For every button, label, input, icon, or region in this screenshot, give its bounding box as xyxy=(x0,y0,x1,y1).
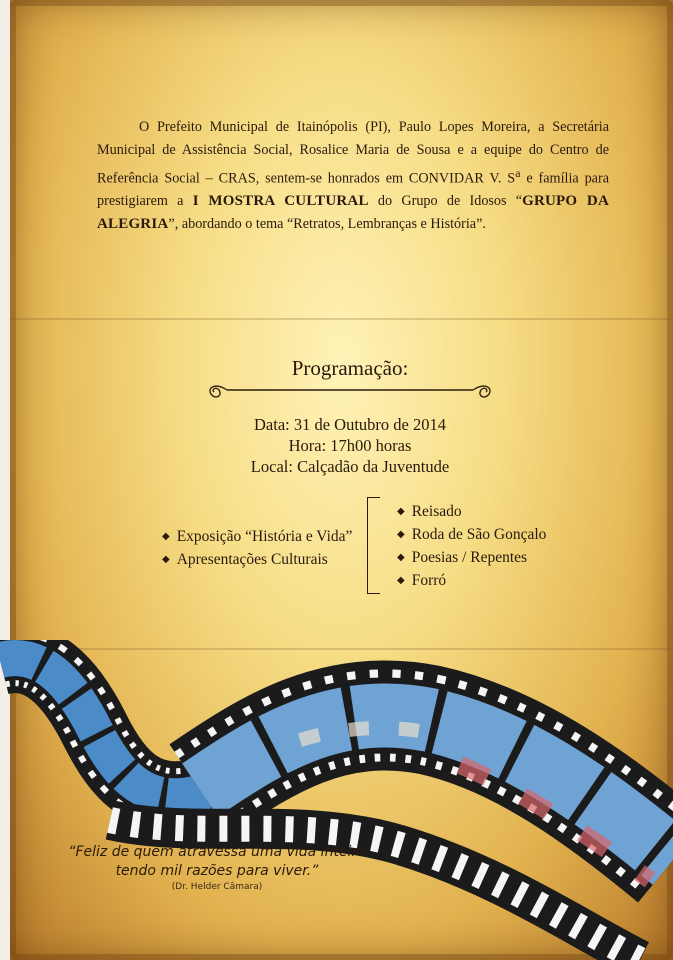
activities-right-list xyxy=(397,500,546,592)
program-title: Programação: xyxy=(291,356,409,380)
list-item: ◆ Roda de São Gonçalo xyxy=(397,526,547,543)
diamond-bullet-icon: ◆ xyxy=(162,531,170,542)
bracket xyxy=(367,497,380,594)
event-date: Data: 31 de Outubro de 2014 xyxy=(254,415,446,434)
quote-line: “Feliz de quem atravessa uma vida inteira xyxy=(68,844,366,860)
diamond-bullet-icon: ◆ xyxy=(397,529,405,540)
fold-line xyxy=(10,318,673,320)
list-item: ◆ Poesias / Repentes xyxy=(397,549,528,566)
ornament-divider-icon xyxy=(205,378,495,402)
list-item: ◆ Exposição “História e Vida” xyxy=(162,528,353,545)
diamond-bullet-icon: ◆ xyxy=(397,575,405,586)
invitation-text: O Prefeito Municipal de Itainópolis (PI), Paulo Lopes Moreira, a Secretária Municipal de Assistência Social, Rosalice Maria de Sousa e a equipe do Centro de Referência Social – CRAS, sentem-se honrados em CONVIDAR V. $S^a$ e família para prestigiarem a I MOSTRA CULTURAL do Grupo de Idosos “GRUPO DA ALEGRIA”, abordando o tema “Retratos, Lembranças e História”. xyxy=(97,119,610,232)
list-item: ◆ Forró xyxy=(397,572,447,589)
event-name: I MOSTRA CULTURAL xyxy=(192,193,369,210)
list-item: ◆ Reisado xyxy=(397,503,462,520)
film-strip-graphic xyxy=(0,640,673,960)
list-item: ◆ Apresentações Culturais xyxy=(162,551,328,568)
quote-author: (Dr. Helder Câmara) xyxy=(171,882,263,892)
program-details xyxy=(0,414,673,477)
activities-left-list xyxy=(162,525,352,571)
event-location: Local: Calçadão da Juventude xyxy=(250,457,450,476)
quote-line: tendo mil razões para viver.” xyxy=(115,863,319,879)
group-name: GRUPO DA ALEGRIA xyxy=(97,193,609,232)
diamond-bullet-icon: ◆ xyxy=(162,554,170,565)
quote xyxy=(62,843,372,881)
diamond-bullet-icon: ◆ xyxy=(397,506,405,517)
event-time: Hora: 17h00 horas xyxy=(288,436,412,455)
diamond-bullet-icon: ◆ xyxy=(397,552,405,563)
